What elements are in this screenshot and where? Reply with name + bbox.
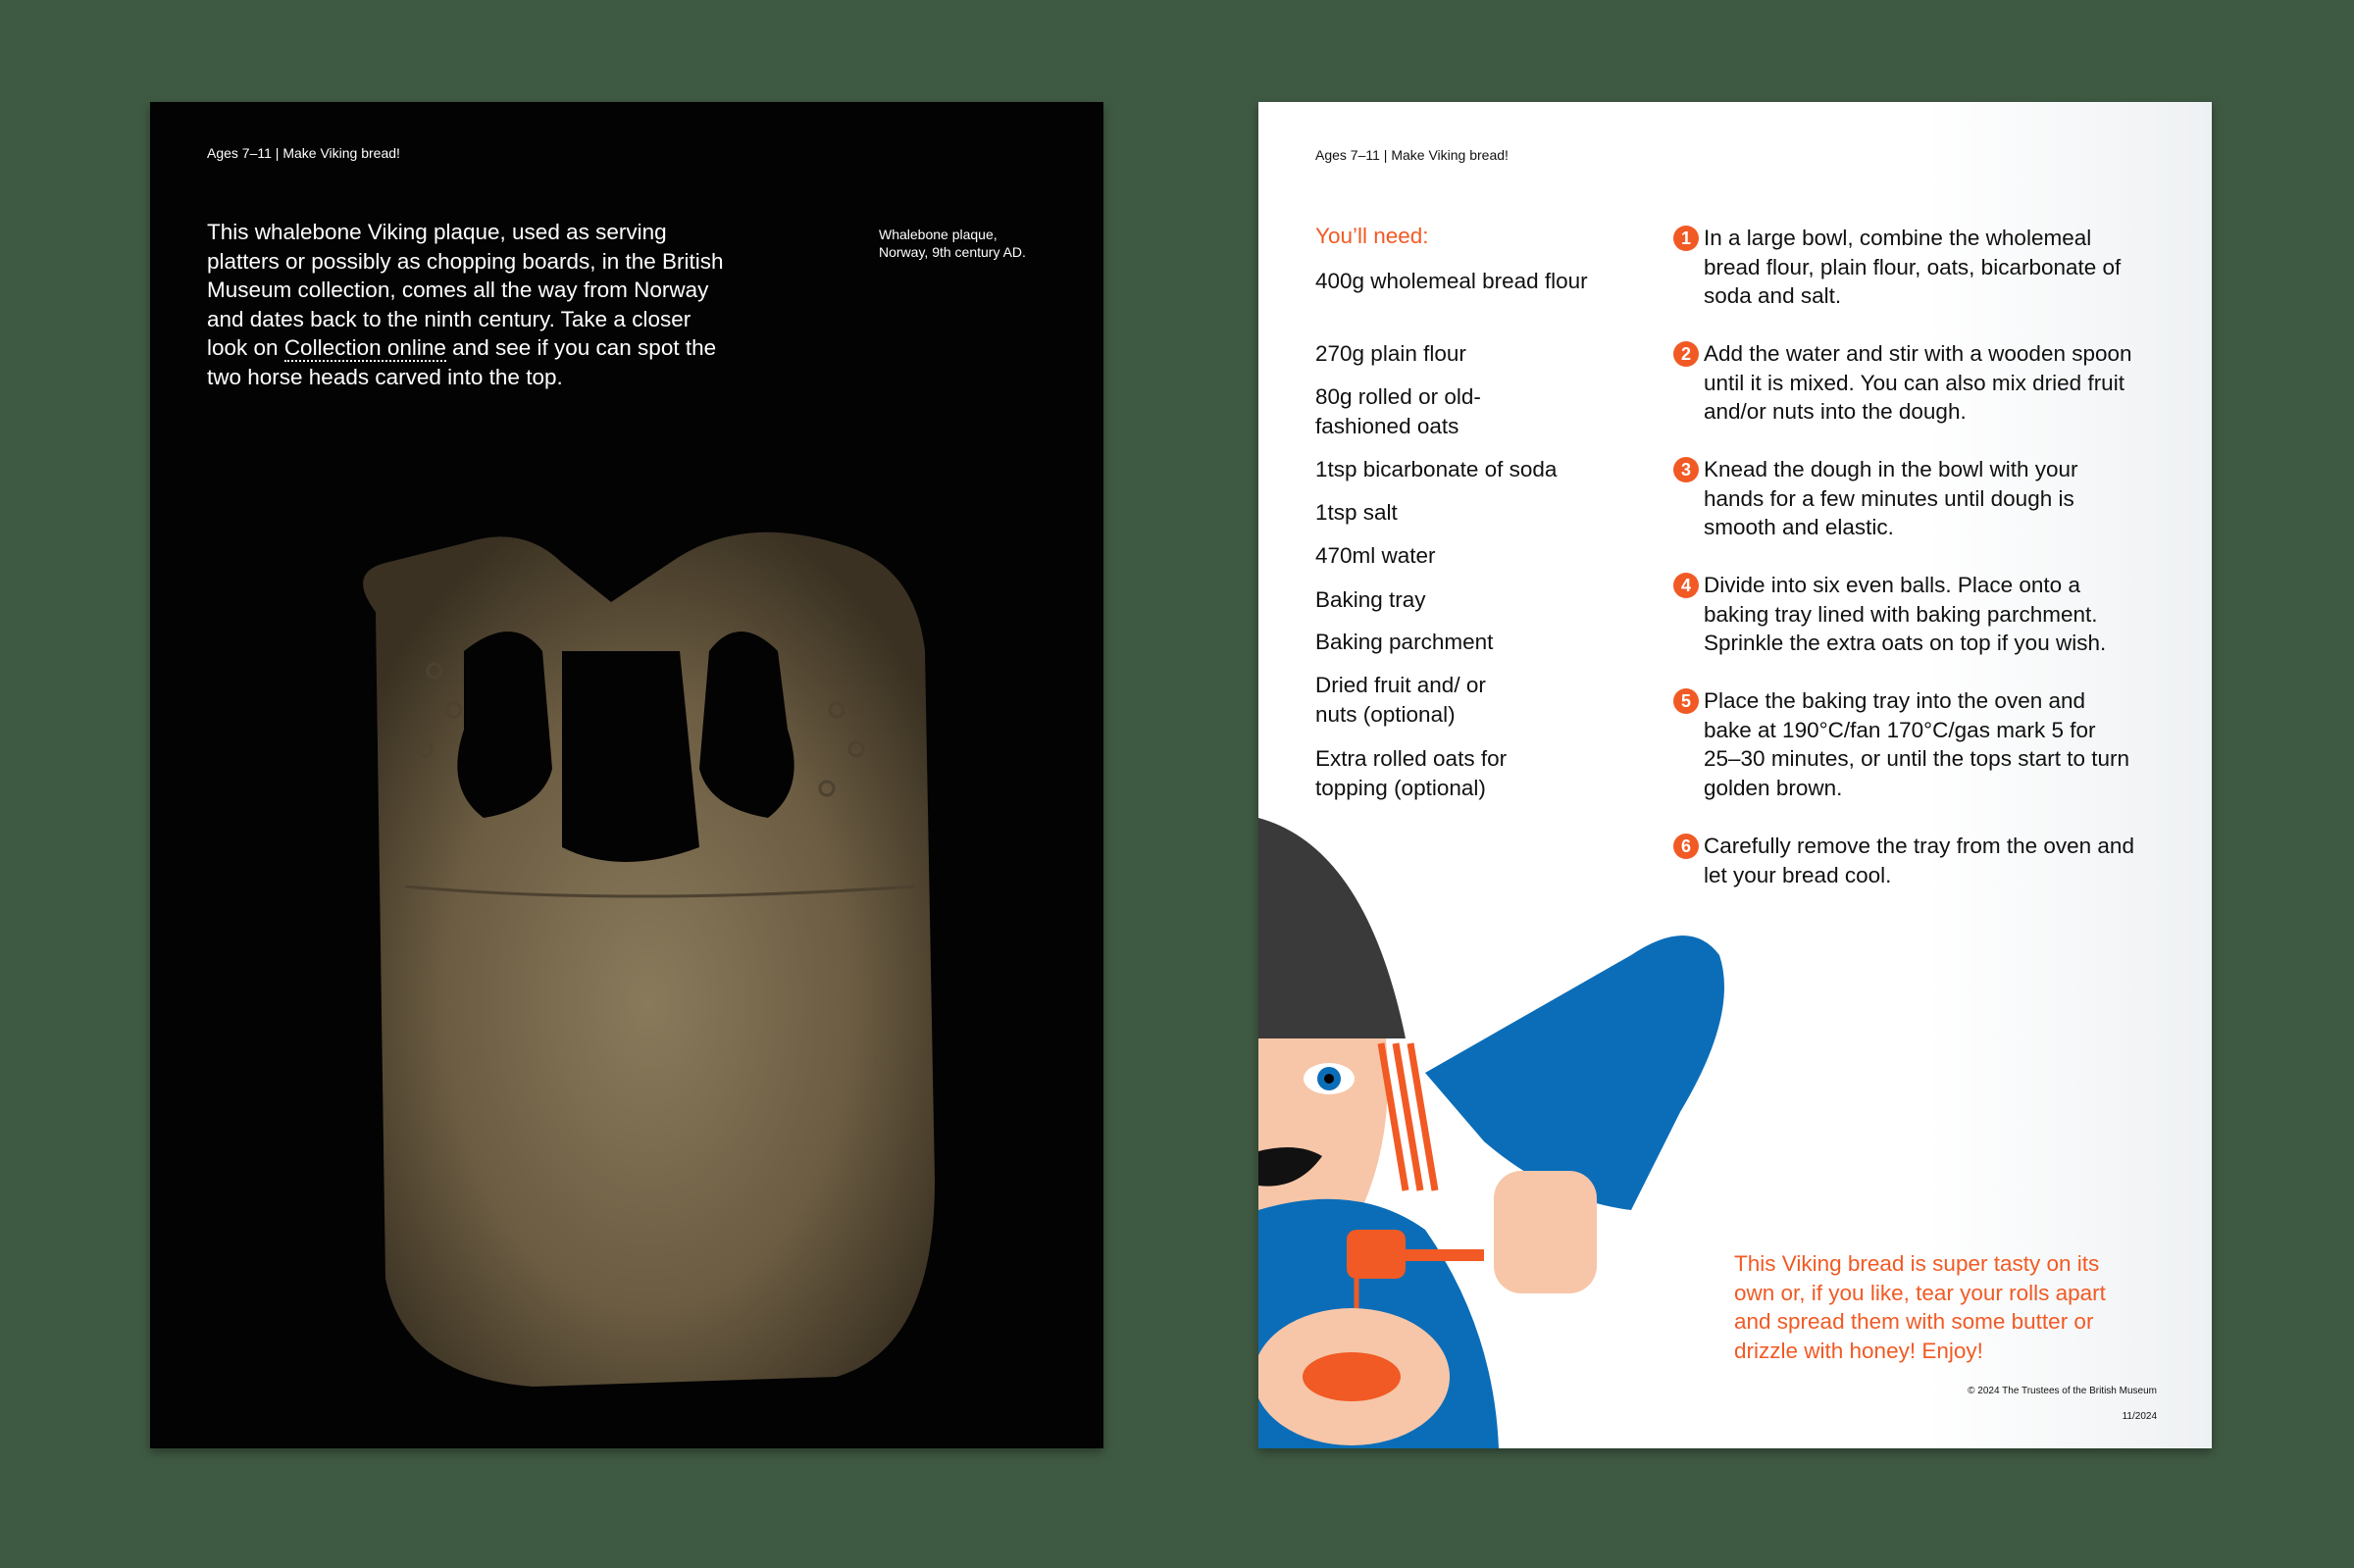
viking-illustration xyxy=(1258,102,2212,1448)
intro-text-end: and see if you can spot the two horse heads carved into the top. xyxy=(207,335,717,389)
closing-text: This Viking bread is super tasty on its own or, if you like, tear your rolls apart and spread them with some butter or drizzle with honey! Enjoy! xyxy=(1734,1251,2106,1363)
step-number-badge: 5 xyxy=(1673,688,1699,714)
ingredient-item: Baking parchment xyxy=(1315,630,1494,654)
step-number-badge: 4 xyxy=(1673,573,1699,598)
ingredient-item: Extra rolled oats for topping (optional) xyxy=(1315,746,1508,800)
page-header: Ages 7–11 | Make Viking bread! xyxy=(1315,147,1509,163)
step-number-badge: 1 xyxy=(1673,226,1699,251)
intro-text-start: This whalebone Viking plaque, used as serving platters or possibly as chopping boards, in the British Museum collection, comes all the way from Norway and dates back to the ninth century. Take a closer look on xyxy=(207,220,724,360)
print-date: 11/2024 xyxy=(2122,1411,2157,1422)
caption-line: Norway, 9th century AD. xyxy=(879,244,1026,260)
step-number-badge: 2 xyxy=(1673,341,1699,367)
right-page xyxy=(1258,102,2212,1448)
step-number-badge: 3 xyxy=(1673,457,1699,482)
ingredient-item: 1tsp salt xyxy=(1315,500,1398,525)
ingredient-item: Baking tray xyxy=(1315,587,1426,612)
ingredient-item: 470ml water xyxy=(1315,543,1436,568)
step-text: Add the water and stir with a wooden spoon until it is mixed. You can also mix dried fruit and/or nuts into the dough. xyxy=(1704,341,2132,424)
step-text: Divide into six even balls. Place onto a baking tray lined with baking parchment. Sprinkle the extra oats on top if you wish. xyxy=(1704,573,2107,655)
collection-online-link[interactable]: Collection online xyxy=(283,335,446,360)
step-number-badge: 6 xyxy=(1673,834,1699,859)
caption-line: Whalebone plaque, xyxy=(879,227,998,242)
ingredient-item: 400g wholemeal bread flour xyxy=(1315,269,1588,293)
step-text: In a large bowl, combine the wholemeal bread flour, plain flour, oats, bicarbonate of soda and salt. xyxy=(1704,226,2122,308)
ingredient-item: Dried fruit and/ or nuts (optional) xyxy=(1315,673,1486,727)
step-text: Place the baking tray into the oven and bake at 190°C/fan 170°C/gas mark 5 for 25–30 minutes, or until the tops start to turn golden brown. xyxy=(1704,688,2129,800)
left-page xyxy=(150,102,1103,1448)
step-text: Knead the dough in the bowl with your hands for a few minutes until dough is smooth and elastic. xyxy=(1704,457,2078,539)
ingredient-item: 1tsp bicarbonate of soda xyxy=(1315,457,1558,481)
ingredient-item: 270g plain flour xyxy=(1315,341,1466,366)
page-header: Ages 7–11 | Make Viking bread! xyxy=(207,145,400,161)
whalebone-plaque-image xyxy=(150,102,1103,1448)
needs-title: You’ll need: xyxy=(1315,224,1429,248)
copyright: © 2024 The Trustees of the British Museum xyxy=(1968,1386,2157,1396)
step-text: Carefully remove the tray from the oven and let your bread cool. xyxy=(1704,834,2134,887)
ingredient-item: 80g rolled or old-fashioned oats xyxy=(1315,384,1481,438)
